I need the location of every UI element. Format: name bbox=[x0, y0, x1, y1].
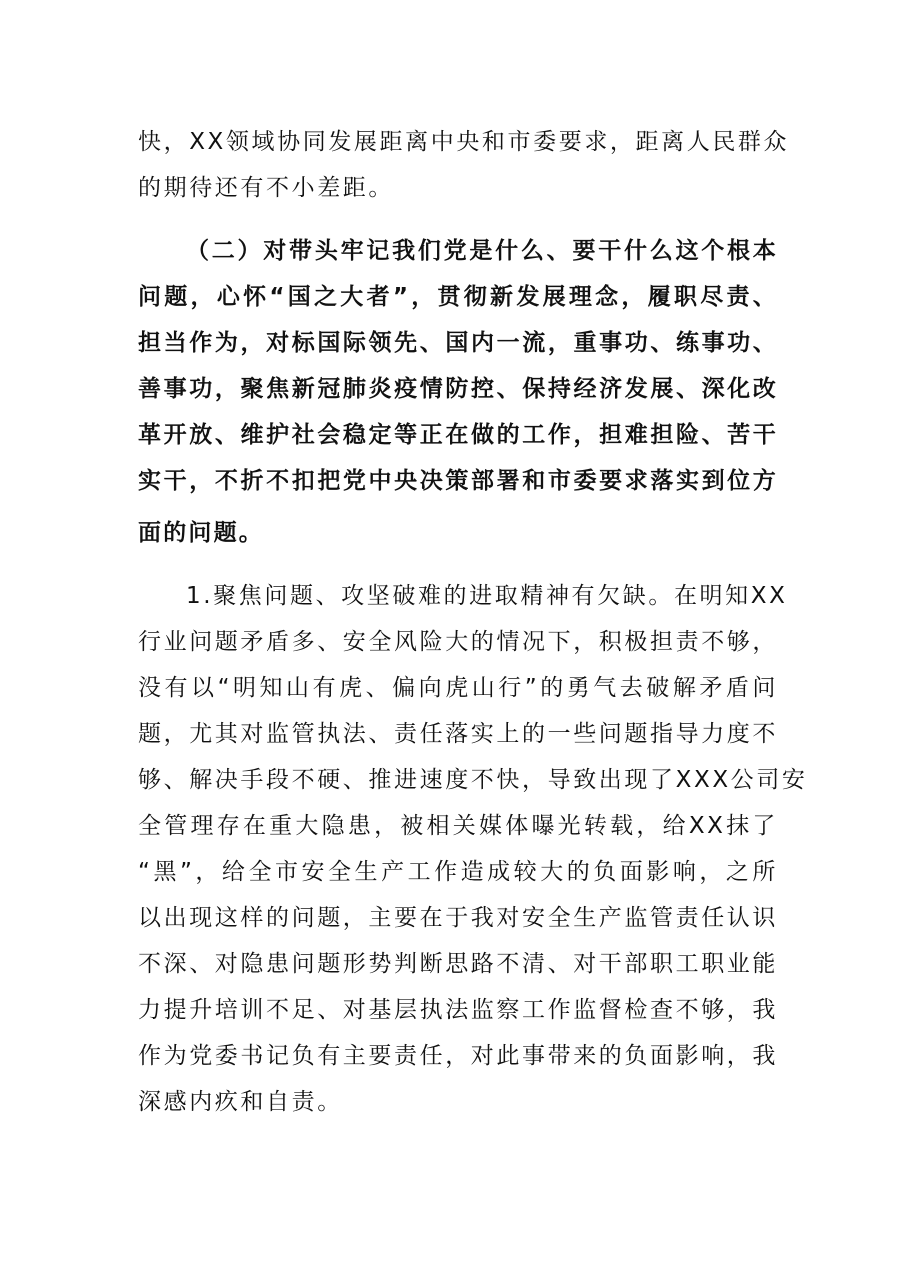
heading-line-1: （二）对带头牢记我们党是什么、要干什么这个根本 bbox=[186, 238, 778, 264]
point-1-line-10: 力提升培训不足、对基层执法监察工作监督检查不够，我 bbox=[138, 997, 778, 1023]
point-1-line-6: 全管理存在重大隐患，被相关媒体曝光转载，给XX抹了 bbox=[138, 813, 778, 839]
point-1-line-3: 没有以“明知山有虎、偏向虎山行”的勇气去破解矛盾问 bbox=[138, 675, 778, 701]
heading-line-7: 面的问题。 bbox=[138, 520, 264, 546]
point-1-line-7: “黑”，给全市安全生产工作造成较大的负面影响，之所 bbox=[138, 859, 778, 885]
point-1-line-2: 行业问题矛盾多、安全风险大的情况下，积极担责不够， bbox=[138, 629, 778, 655]
point-1-line-11: 作为党委书记负有主要责任，对此事带来的负面影响，我 bbox=[138, 1043, 778, 1069]
point-1-line-4: 题，尤其对监管执法、责任落实上的一些问题指导力度不 bbox=[138, 721, 778, 747]
point-1-line-1: 1.聚焦问题、攻坚破难的进取精神有欠缺。在明知XX bbox=[186, 583, 788, 609]
heading-line-5: 革开放、维护社会稳定等正在做的工作，担难担险、苦干 bbox=[138, 422, 778, 448]
point-1-line-9: 不深、对隐患问题形势判断思路不清、对干部职工职业能 bbox=[138, 951, 778, 977]
point-1-line-8: 以出现这样的问题，主要在于我对安全生产监管责任认识 bbox=[138, 905, 778, 931]
heading-line-2: 问题，心怀“国之大者”，贯彻新发展理念，履职尽责、 bbox=[138, 284, 778, 310]
intro-line-2: 的期待还有不小差距。 bbox=[138, 175, 394, 201]
heading-line-3: 担当作为，对标国际领先、国内一流，重事功、练事功、 bbox=[138, 330, 778, 356]
heading-line-6: 实干，不折不扣把党中央决策部署和市委要求落实到位方 bbox=[138, 468, 778, 494]
point-1-line-5: 够、解决手段不硬、推进速度不快，导致出现了XXX公司安 bbox=[138, 767, 808, 793]
intro-line-1: 快，XX领域协同发展距离中央和市委要求，距离人民群众 bbox=[138, 129, 790, 155]
point-1-line-12: 深感内疚和自责。 bbox=[138, 1089, 343, 1115]
heading-line-4: 善事功，聚焦新冠肺炎疫情防控、保持经济发展、深化改 bbox=[138, 376, 778, 402]
